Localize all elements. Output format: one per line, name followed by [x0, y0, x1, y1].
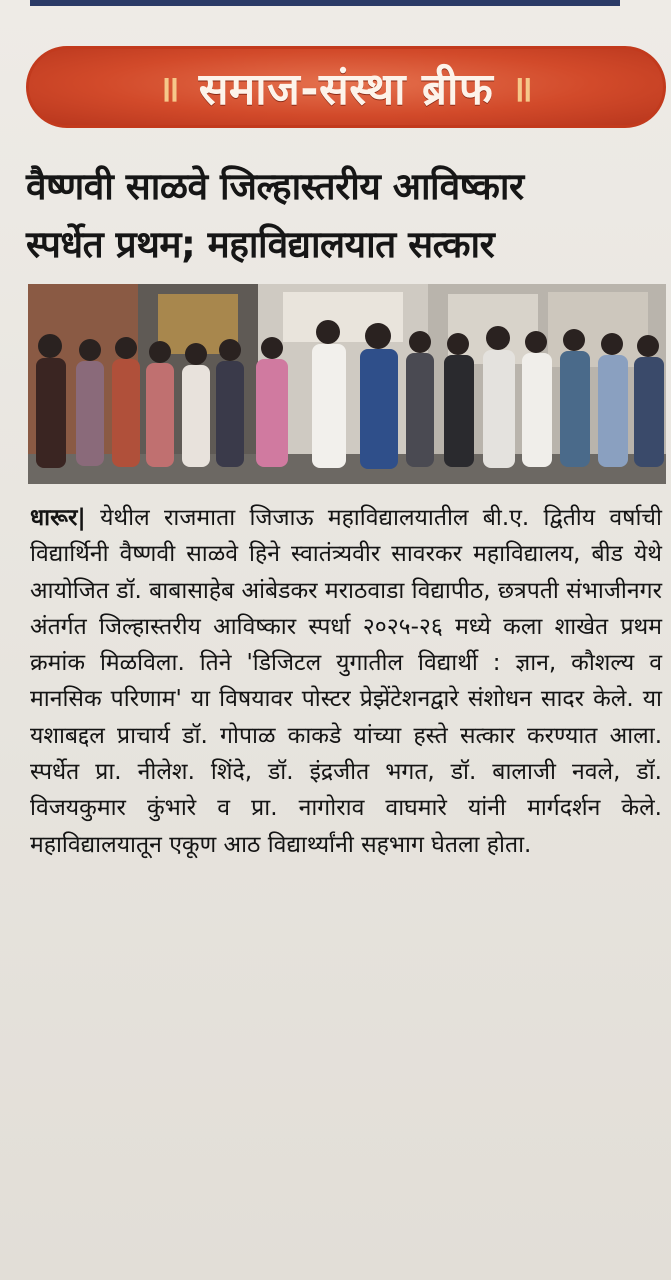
section-banner [26, 46, 666, 128]
banner-ornament-right: ॥ [511, 68, 534, 110]
group-photo-illustration [28, 284, 666, 484]
headline-line-2: स्पर्धेत प्रथम; महाविद्यालयात सत्कार [26, 223, 495, 266]
article-dateline: धारूर| [30, 505, 86, 531]
news-photo [28, 284, 666, 484]
headline [26, 158, 662, 274]
article-paragraph [30, 500, 662, 863]
top-edge-strip [30, 0, 620, 6]
headline-line-1: वैष्णवी साळवे जिल्हास्तरीय आविष्कार [26, 165, 524, 208]
article-body [30, 500, 662, 863]
section-title: समाज-संस्था ब्रीफ [198, 64, 494, 115]
article-text: येथील राजमाता जिजाऊ महाविद्यालयातील बी.ए. द्वितीय वर्षाची विद्यार्थिनी वैष्णवी साळवे हिने स्वातंत्र्यवीर सावरकर महाविद्यालय, बीड येथे आयोजित डॉ. बाबासाहेब आंबेडकर मराठवाडा विद्यापीठ, छत्रपती संभाजीनगर अंतर्गत जिल्हास्तरीय आविष्कार स्पर्धा २०२५-२६ मध्ये कला शाखेत प्रथम क्रमांक मिळविला. तिने 'डिजिटल युगातील विद्यार्थी : ज्ञान, कौशल्य व मानसिक परिणाम' या विषयावर पोस्टर प्रेझेंटेशनद्वारे संशोधन सादर केले. या यशाबद्दल प्राचार्य डॉ. गोपाळ काकडे यांच्या हस्ते सत्कार करण्यात आला. स्पर्धेत प्रा. नीलेश. शिंदे, डॉ. इंद्रजीत भगत, डॉ. बालाजी नवले, डॉ. विजयकुमार कुंभारे व प्रा. नागोराव वाघमारे यांनी मार्गदर्शन केले. महाविद्यालयातून एकूण आठ विद्यार्थ्यांनी सहभाग घेतला होता. [30, 505, 662, 858]
banner-ornament-left: ॥ [158, 68, 181, 110]
